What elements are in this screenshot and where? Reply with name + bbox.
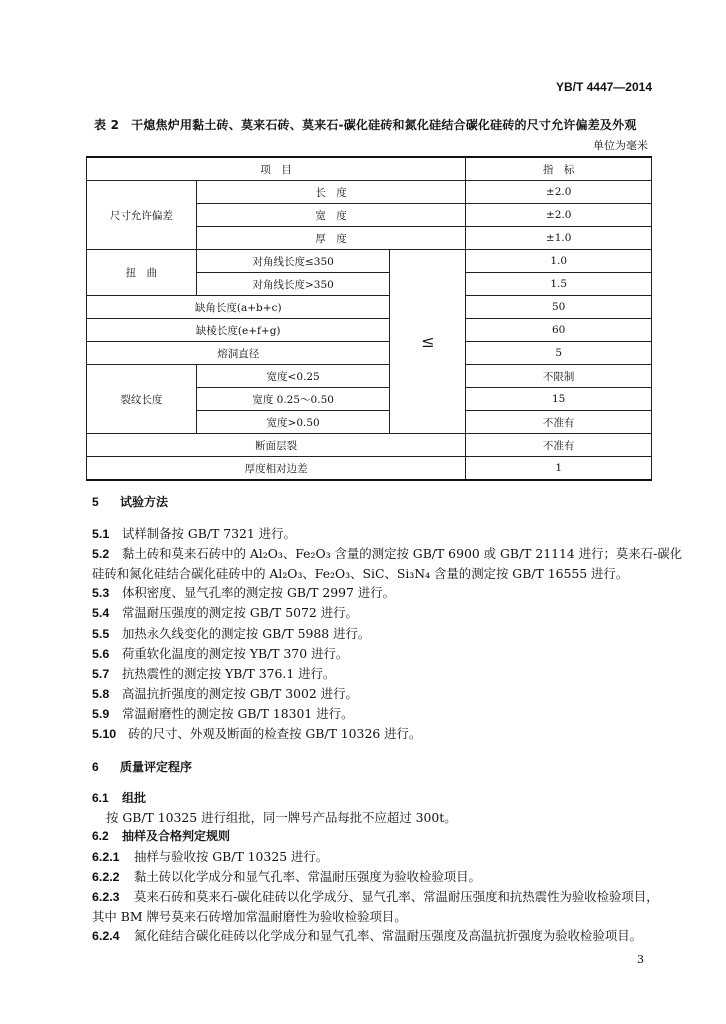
list-item <box>92 724 652 744</box>
list-item <box>92 583 652 603</box>
clause-number: 5.5 <box>92 626 110 641</box>
list-item <box>92 603 652 623</box>
clause-number: 5.8 <box>92 686 110 701</box>
row-crack3: 宽度>0.50 <box>196 411 390 434</box>
row-corner: 缺角长度(a+b+c) <box>87 296 390 319</box>
section-number: 6 <box>92 760 99 775</box>
paragraph <box>92 808 652 827</box>
list-item <box>92 524 652 544</box>
row-length-value: ±2.0 <box>466 181 652 204</box>
clause-number: 6.2.2 <box>92 869 120 884</box>
clause-number: 5.4 <box>92 606 110 621</box>
list-item <box>92 847 652 867</box>
row-thickness-value: ±1.0 <box>466 227 652 250</box>
clause-number: 5.2 <box>92 547 110 562</box>
list-item <box>92 564 652 583</box>
clause-text: 氮化硅结合碳化硅砖以化学成分和显气孔率、常温耐压强度及高温抗折强度为验收检验项目。 <box>134 927 643 943</box>
clause-number: 5.1 <box>92 527 110 542</box>
section-title: 质量评定程序 <box>120 760 193 775</box>
clause-text: 抗热震性的测定按 YB/T 376.1 进行。 <box>122 665 336 681</box>
row-diag-le-value: 1.0 <box>466 250 652 273</box>
row-diag-gt: 对角线长度>350 <box>196 273 390 296</box>
row-crack3-value: 不准有 <box>466 411 652 434</box>
list-item <box>92 867 652 887</box>
subsection-6-1-heading <box>92 789 652 808</box>
list-item <box>92 704 652 724</box>
clause-text: 砖的尺寸、外观及断面的检查按 GB/T 10326 进行。 <box>128 726 422 742</box>
table-caption-text: 干熄焦炉用黏土砖、莫来石砖、莫来石-碳化硅砖和氮化硅结合碳化硅砖的尺寸允许偏差及外观 <box>131 118 637 132</box>
header-index: 指 标 <box>466 157 652 181</box>
clause-number: 6.2.4 <box>92 928 120 943</box>
clause-number: 6.2 <box>92 829 109 844</box>
clause-number: 6.2.3 <box>92 889 120 904</box>
section-6-heading <box>92 758 652 777</box>
clause-text: 其中 BM 牌号莫来石砖增加常温耐磨性为验收检验项目。 <box>92 908 407 924</box>
clause-text: 体积密度、显气孔率的测定按 GB/T 2997 进行。 <box>122 585 396 601</box>
row-melt-value: 5 <box>466 342 652 365</box>
subsection-title: 抽样及合格判定规则 <box>122 829 231 844</box>
row-diag-gt-value: 1.5 <box>466 273 652 296</box>
section-title: 试验方法 <box>120 495 169 509</box>
table-header-row <box>87 157 652 181</box>
clause-text: 常温耐磨性的测定按 GB/T 18301 进行。 <box>122 705 354 721</box>
spec-table <box>86 156 652 481</box>
table-row <box>87 319 652 342</box>
list-item <box>92 926 652 946</box>
body-content <box>92 493 683 946</box>
list-item <box>92 544 683 564</box>
table-caption <box>94 116 637 133</box>
clause-text: 常温耐压强度的测定按 GB/T 5072 进行。 <box>122 605 358 621</box>
row-crack2-value: 15 <box>466 388 652 411</box>
list-item <box>92 624 652 644</box>
row-length: 长 度 <box>196 181 466 204</box>
clause-text: 试样制备按 GB/T 7321 进行。 <box>122 526 296 542</box>
group-warp: 扭 曲 <box>87 250 197 296</box>
standard-code: YB/T 4447—2014 <box>555 80 652 94</box>
row-fracture-value: 不准有 <box>466 434 652 457</box>
group-crack: 裂纹长度 <box>87 365 197 434</box>
table-row <box>87 342 652 365</box>
row-crack1-value: 不限制 <box>466 365 652 388</box>
header-item: 项 目 <box>87 157 466 181</box>
row-fracture: 断面层裂 <box>87 434 466 457</box>
row-width-value: ±2.0 <box>466 204 652 227</box>
table-row <box>87 434 652 457</box>
lte-symbol: ≤ <box>390 250 466 434</box>
paragraph-text: 按 GB/T 10325 进行组批，同一牌号产品每批不应超过 300t。 <box>106 810 457 826</box>
clause-text: 硅砖和氮化硅结合碳化硅砖中的 Al₂O₃、Fe₂O₃、SiC、Si₃N₄ 含量的测定按 GB/T 16555 进行。 <box>92 566 629 582</box>
clause-number: 5.6 <box>92 646 110 661</box>
clause-text: 荷重软化温度的测定按 YB/T 370 进行。 <box>122 645 349 661</box>
table-number: 表 2 <box>94 118 120 132</box>
page-number: 3 <box>637 953 644 966</box>
row-edge-value: 60 <box>466 319 652 342</box>
clause-text: 抽样与验收按 GB/T 10325 进行。 <box>134 848 329 864</box>
list-item <box>92 664 652 684</box>
row-crack2: 宽度 0.25～0.50 <box>196 388 390 411</box>
clause-text: 黏土砖和莫来石砖中的 Al₂O₃、Fe₂O₃ 含量的测定按 GB/T 6900 或 GB/T 21114 进行；莫来石-碳化 <box>122 546 683 562</box>
table-unit: 单位为毫米 <box>593 139 648 152</box>
clause-text: 高温抗折强度的测定按 GB/T 3002 进行。 <box>122 685 358 701</box>
section-5-heading <box>92 493 652 512</box>
row-melt: 熔洞直径 <box>87 342 390 365</box>
clause-text: 黏土砖以化学成分和显气孔率、常温耐压强度为验收检验项目。 <box>134 868 481 884</box>
section-number: 5 <box>92 495 99 509</box>
list-item <box>92 887 659 907</box>
table-row <box>87 296 652 319</box>
list-item <box>92 907 652 926</box>
table-row <box>87 181 652 204</box>
list-item <box>92 644 652 664</box>
clause-number: 5.10 <box>92 727 117 742</box>
row-corner-value: 50 <box>466 296 652 319</box>
row-rel-thick-value: 1 <box>466 457 652 481</box>
row-rel-thick: 厚度相对边差 <box>87 457 466 481</box>
subsection-title: 组批 <box>122 791 147 806</box>
clause-number: 5.3 <box>92 586 110 601</box>
clause-number: 6.1 <box>92 791 109 806</box>
row-width: 宽 度 <box>196 204 466 227</box>
clause-number: 6.2.1 <box>92 849 120 864</box>
table-row <box>87 250 652 273</box>
row-edge: 缺棱长度(e+f+g) <box>87 319 390 342</box>
clause-number: 5.7 <box>92 666 110 681</box>
clause-text: 莫来石砖和莫来石-碳化硅砖以化学成分、显气孔率、常温耐压强度和抗热震性为验收检验项目， <box>134 888 659 904</box>
list-item <box>92 684 652 704</box>
group-size-deviation: 尺寸允许偏差 <box>87 181 197 250</box>
table-row <box>87 365 652 388</box>
row-diag-le: 对角线长度≤350 <box>196 250 390 273</box>
clause-number: 5.9 <box>92 706 110 721</box>
clause-text: 加热永久线变化的测定按 GB/T 5988 进行。 <box>122 625 371 641</box>
subsection-6-2-heading <box>92 827 652 846</box>
row-thickness: 厚 度 <box>196 227 466 250</box>
table-row <box>87 457 652 481</box>
row-crack1: 宽度<0.25 <box>196 365 390 388</box>
